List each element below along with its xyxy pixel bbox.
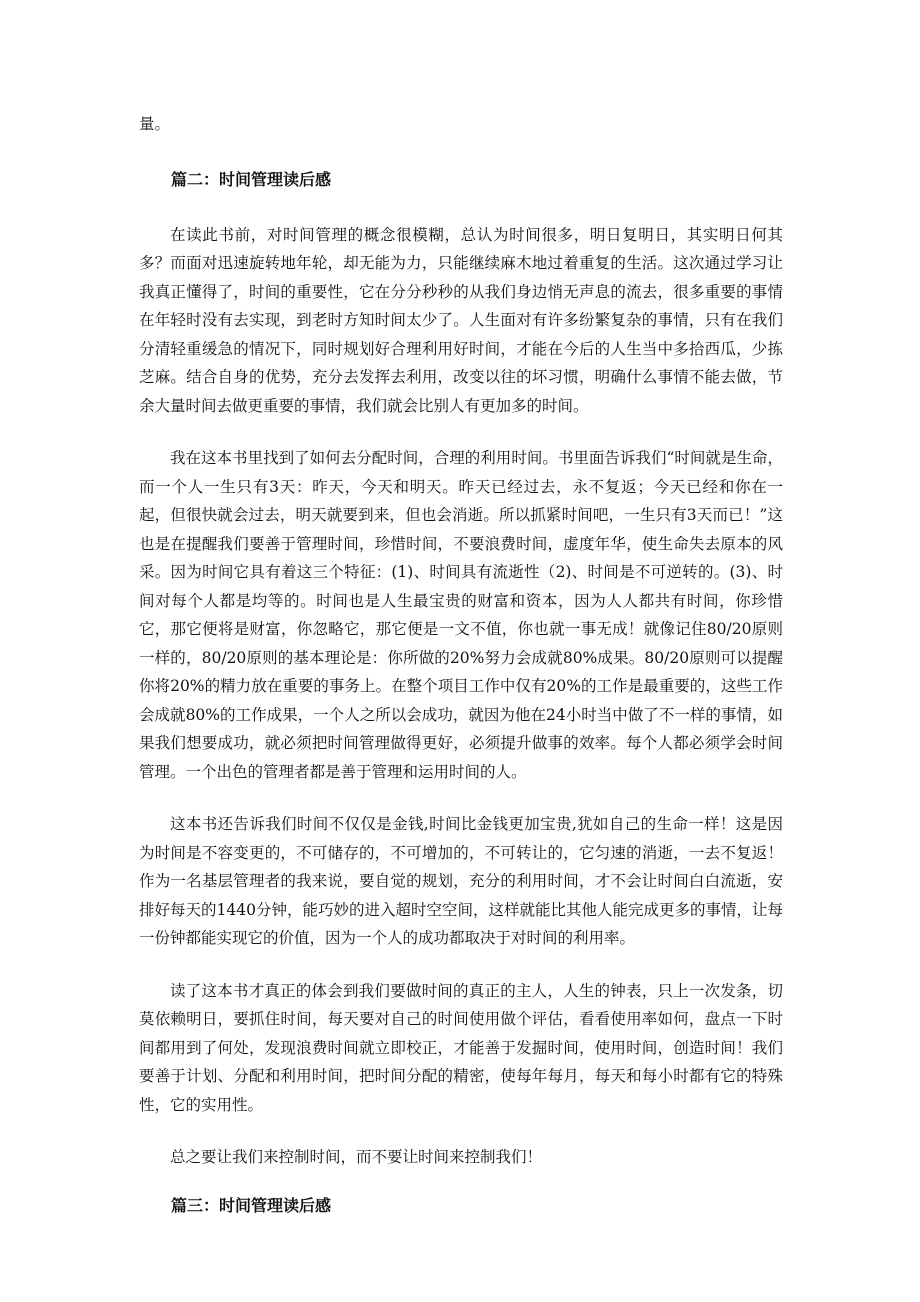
spacer: [139, 194, 783, 221]
lead-fragment: 量。: [139, 115, 171, 133]
spacer: [139, 786, 783, 810]
paragraph-2: 我在这本书里找到了如何去分配时间，合理的利用时间。书里面告诉我们“时间就是生命，而一个人一生只有3天：昨天，今天和明天。昨天已经过去，永不复返；今天已经和你在一起，但很快就会过去，明天就要到来，但也会消逝。所以抓紧时间吧，一生只有3天而已！”这也是在提醒我们要善于管理时间，珍惜时间，不要浪费时间，虚度年华，使生命失去原本的风采。因为时间它具有着这三个特征：(1)、时间具有流逝性（2)、时间是不可逆转的。(3)、时间对每个人都是均等的。时间也是人生最宝贵的财富和资本，因为人人都共有时间，你珍惜它，那它便将是财富，你忽略它，那它便是一文不值，你也就一事无成！就像记住80/20原则一样的，80/20原则的基本理论是：你所做的20%努力会成就80%成果。80/20原则可以提醒你将20%的精力放在重要的事务上。在整个项目工作中仅有20%的工作是最重要的，这些工作会成就80%的工作成果，一个人之所以会成功，就因为他在24小时当中做了不一样的事情，如果我们想要成功，就必须把时间管理做得更好，必须提升做事的效率。每个人都必须学会时间管理。一个出色的管理者都是善于管理和运用时间的人。: [139, 449, 783, 781]
section-heading-3: 篇三：时间管理读后感: [171, 1195, 332, 1215]
paragraph-4: 读了这本书才真正的体会到我们要做时间的真正的主人，人生的钟表，只上一次发条，切莫依赖明日，要抓住时间，每天要对自己的时间使用做个评估，看看使用率如何，盘点一下时间都用到了何处，发现浪费时间就立即校正，才能善于发掘时间，使用时间，创造时间！我们要善于计划、分配和利用时间，把时间分配的精密，使每年每月，每天和每小时都有它的特殊性，它的实用性。: [139, 981, 783, 1114]
spacer: [139, 139, 783, 166]
spacer: [139, 1172, 783, 1192]
spacer: [139, 1119, 783, 1143]
paragraph-1: 在读此书前，对时间管理的概念很模糊，总认为时间很多，明日复明日，其实明日何其多？而面对迅速旋转地年轮，却无能为力，只能继续麻木地过着重复的生活。这次通过学习让我真正懂得了，时间的重要性，它在分分秒秒的从我们身边悄无声息的流去，很多重要的事情在年轻时没有去实现，到老时方知时间太少了。人生面对有许多纷繁复杂的事情，只有在我们分清轻重缓急的情况下，同时规划好合理利用好时间，才能在今后的人生当中多拾西瓜，少拣芝麻。结合自身的优势，充分去发挥去利用，改变以往的坏习惯，明确什么事情不能去做，节余大量时间去做更重要的事情，我们就会比别人有更加多的时间。: [139, 225, 783, 415]
paragraph-5: 总之要让我们来控制时间，而不要让时间来控制我们！: [170, 1148, 543, 1166]
spacer: [139, 420, 783, 444]
spacer: [139, 953, 783, 977]
paragraph-3: 这本书还告诉我们时间不仅仅是金钱,时间比金钱更加宝贵,犹如自己的生命一样！这是因为时间是不容变更的，不可储存的，不可增加的，不可转让的，它匀速的消逝，一去不复返！作为一名基层管理者的我来说，要自觉的规划，充分的利用时间，才不会让时间白白流逝，安排好每天的1440分钟，能巧妙的进入超时空空间，这样就能比其他人能完成更多的事情，让每一份钟都能实现它的价值，因为一个人的成功都取决于对时间的利用率。: [139, 815, 783, 947]
section-heading-2: 篇二：时间管理读后感: [171, 169, 332, 189]
document-page: [139, 110, 783, 1220]
